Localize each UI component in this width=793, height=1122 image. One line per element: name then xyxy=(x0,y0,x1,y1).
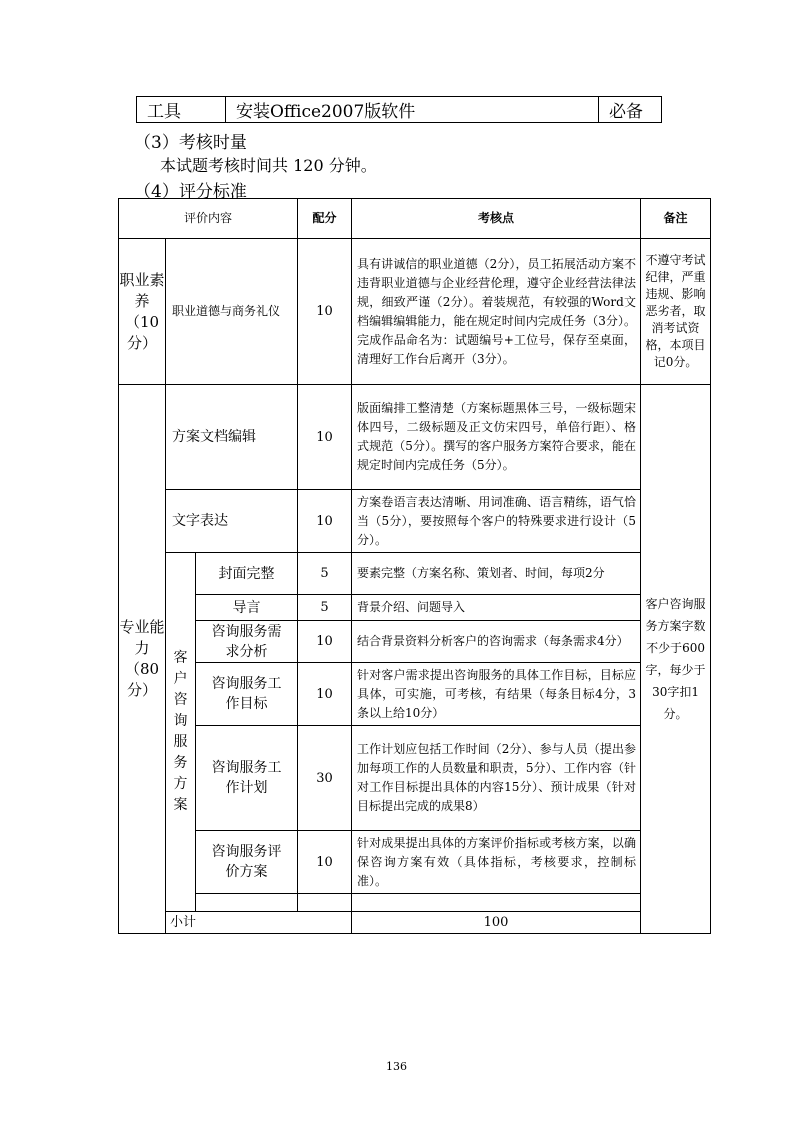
header-content: 评价内容 xyxy=(119,199,298,239)
tool-row xyxy=(137,97,662,123)
header-remarks: 备注 xyxy=(641,199,711,239)
table-row xyxy=(119,595,711,621)
sub-item-points: 10 xyxy=(298,621,352,663)
expression-item: 文字表达 xyxy=(166,490,298,553)
sub-item-name: 咨询服务工作目标 xyxy=(196,663,298,726)
sub-item-criteria: 针对客户需求提出咨询服务的具体工作目标，目标应具体，可实施，可考核，有结果（每条目标4分，3条以上给10分） xyxy=(352,663,641,726)
sub-item-name: 导言 xyxy=(196,595,298,621)
sub-item-criteria: 背景介绍、问题导入 xyxy=(352,595,641,621)
table-row xyxy=(119,621,711,663)
ethics-category: 职业素养（10分） xyxy=(119,239,166,385)
scoring-table xyxy=(118,198,711,934)
table-row xyxy=(119,553,711,595)
page-number: 136 xyxy=(386,1060,407,1073)
section4-heading: （4）评分标准 xyxy=(134,182,247,202)
sub-item-points: 5 xyxy=(298,595,352,621)
ethics-points: 10 xyxy=(298,239,352,385)
table-row xyxy=(119,831,711,894)
sub-item-criteria: 工作计划应包括工作时间（2分）、参与人员（提出参加每项工作的人员数量和职责，5分）、工作内容（针对工作目标提出具体的内容15分）、预计成果（针对目标提出完成的成果8） xyxy=(352,726,641,831)
table-row-empty xyxy=(119,894,711,912)
sub-item-name: 封面完整 xyxy=(196,553,298,595)
sub-item-points: 30 xyxy=(298,726,352,831)
ethics-item: 职业道德与商务礼仪 xyxy=(166,239,298,385)
expression-criteria: 方案卷语言表达清晰、用词准确、语言精练，语气恰当（5分），要按照每个客户的特殊要求进行设计（5分）。 xyxy=(352,490,641,553)
section3-text: 本试题考核时间共 120 分钟。 xyxy=(160,156,377,175)
plan-label: 客户咨询服务方案 xyxy=(166,553,196,912)
sub-item-criteria: 要素完整（方案名称、策划者、时间，每项2分 xyxy=(352,553,641,595)
empty-cell xyxy=(352,894,641,912)
header-points: 配分 xyxy=(298,199,352,239)
ethics-remark: 不遵守考试纪律，严重违规、影响恶劣者，取消考试资格，本项目记0分。 xyxy=(641,239,711,385)
tool-requirement: 必备 xyxy=(599,97,662,123)
subtotal-row xyxy=(119,912,711,934)
sub-item-points: 10 xyxy=(298,663,352,726)
empty-cell xyxy=(298,894,352,912)
sub-item-name: 咨询服务需求分析 xyxy=(196,621,298,663)
table-row xyxy=(119,239,711,385)
sub-item-points: 10 xyxy=(298,831,352,894)
table-row xyxy=(119,663,711,726)
ethics-criteria: 具有讲诚信的职业道德（2分），员工拓展活动方案不违背职业道德与企业经营伦理，遵守企业经营法律法规，细致严谨（2分）。着装规范，有较强的Word文档编辑编辑能力，能在规定时间内完成任务（3分）。完成作品命名为：试题编号+工位号，保存至桌面，清理好工作台后离开（3分）。 xyxy=(352,239,641,385)
table-header-row xyxy=(119,199,711,239)
professional-category: 专业能力（80分） xyxy=(119,385,166,934)
sub-item-name: 咨询服务评价方案 xyxy=(196,831,298,894)
table-row xyxy=(119,490,711,553)
table-row xyxy=(119,385,711,490)
expression-points: 10 xyxy=(298,490,352,553)
professional-remark: 客户咨询服务方案字数不少于600字，每少于30字扣1分。 xyxy=(641,385,711,934)
sub-item-points: 5 xyxy=(298,553,352,595)
sub-item-criteria: 针对成果提出具体的方案评价指标或考核方案，以确保咨询方案有效（具体指标，考核要求，控制标准）。 xyxy=(352,831,641,894)
sub-item-name: 咨询服务工作计划 xyxy=(196,726,298,831)
empty-cell xyxy=(196,894,298,912)
subtotal-points: 100 xyxy=(352,912,641,934)
doc-edit-item: 方案文档编辑 xyxy=(166,385,298,490)
subtotal-label: 小计 xyxy=(166,912,352,934)
tool-label: 工具 xyxy=(137,97,226,123)
tool-table xyxy=(136,96,662,123)
table-row xyxy=(119,726,711,831)
header-criteria: 考核点 xyxy=(352,199,641,239)
tool-content: 安装Office2007版软件 xyxy=(226,97,599,123)
doc-edit-points: 10 xyxy=(298,385,352,490)
sub-item-criteria: 结合背景资料分析客户的咨询需求（每条需求4分） xyxy=(352,621,641,663)
doc-edit-criteria: 版面编排工整清楚（方案标题黑体三号，一级标题宋体四号，二级标题及正文仿宋四号，单倍行距）、格式规范（5分）。撰写的客户服务方案符合要求，能在规定时间内完成任务（5分）。 xyxy=(352,385,641,490)
section3-heading: （3）考核时量 xyxy=(134,133,247,153)
